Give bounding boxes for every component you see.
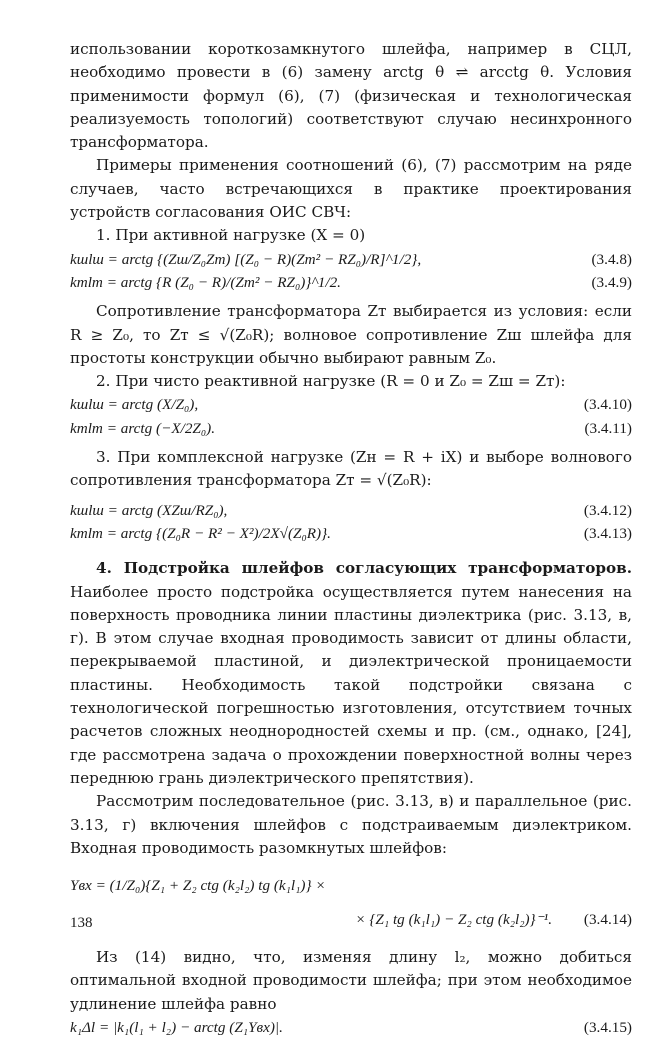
equation-3-4-11 bbox=[70, 417, 632, 440]
equation-formula: Yвх = (1/Z₀){Z₁ + Z₂ ctg (k₂l₂) tg (k₁l₁)} × bbox=[70, 877, 326, 895]
equation-formula: kтlт = arctg (−X/2Z₀). bbox=[70, 419, 216, 437]
equation-formula: kшlш = arctg (X/Z₀), bbox=[70, 396, 199, 414]
equation-formula: kшlш = arctg {(Zш/Z₀Zт) [(Z₀ − R)(Zт² − RZ₀)/R]^1/2}, bbox=[70, 250, 422, 268]
equation-3-4-9 bbox=[70, 271, 632, 294]
equation-number: (3.4.9) bbox=[591, 273, 632, 291]
section-4-body: Наиболее просто подстройка осуществляется путем нанесения на поверхность проводника линии пластины диэлектрика (рис. 3.13, в, г). В этом случае входная проводимость зависит от длины области, перекрываемой пластиной, и диэлектрической проницаемости пластины. Необходимость такой подстройки связана с технологической погрешностью изготовления, отсутствием точных расчетов сложных неоднородностей схемы и пр. (см., однако, [24], где рассмотрена задача о прохождении поверхностной волны через переднюю грань диэлектрического препятствия). bbox=[70, 582, 632, 787]
equation-formula: k₁Δl = |k₁(l₁ + l₂) − arctg (Z₁Yвх)|. bbox=[70, 1018, 283, 1036]
equation-number: (3.4.11) bbox=[584, 419, 632, 437]
equation-number: (3.4.15) bbox=[583, 1018, 632, 1036]
section-4-title: 4. Подстройка шлейфов согласующих трансформаторов. bbox=[96, 559, 632, 578]
equation-number: (3.4.14) bbox=[583, 911, 632, 929]
equation-3-4-14-line-1 bbox=[70, 872, 632, 900]
page-body bbox=[70, 38, 632, 1039]
equation-formula: kтlт = arctg {(Z₀R − R² − X²)/2X√(Z₀R)}. bbox=[70, 524, 331, 542]
equation-formula: kтlт = arctg {R (Z₀ − R)/(Zт² − RZ₀)}^1/2. bbox=[70, 273, 341, 291]
equation-3-4-8 bbox=[70, 248, 632, 271]
section-4-paragraph bbox=[70, 557, 632, 790]
equation-3-4-10 bbox=[70, 393, 632, 416]
paragraph-examples-intro: Примеры применения соотношений (6), (7) рассмотрим на ряде случаев, часто встречающихся в практике проектирования устройств согласования ОИС СВЧ: bbox=[70, 156, 632, 222]
page-number: 138 bbox=[70, 915, 93, 931]
equation-formula: kшlш = arctg (XZш/RZ₀), bbox=[70, 501, 228, 519]
paragraph-continuation: использовании короткозамкнутого шлейфа, например в СЦЛ, необходимо провести в (6) замену arctg θ ⇌ arcctg θ. Условия применимости формул (6), (7) (физическая и технологическая реализуемость топологий) соответствуют случаю несинхронного трансформатора. bbox=[70, 40, 632, 152]
paragraph-length-tuning: Из (14) видно, что, изменяя длину l₂, можно добиться оптимальной входной проводимости шлейфа; при этом необходимое удлинение шлейфа равно bbox=[70, 948, 632, 1013]
equation-number: (3.4.10) bbox=[583, 396, 632, 414]
equation-number: (3.4.13) bbox=[583, 524, 632, 542]
equation-number: (3.4.12) bbox=[583, 501, 632, 519]
equation-number: (3.4.8) bbox=[591, 250, 632, 268]
equation-3-4-15 bbox=[70, 1016, 632, 1039]
paragraph-stub-connections: Рассмотрим последовательное (рис. 3.13, в) и параллельное (рис. 3.13, г) включения шлейфов с подстраиваемым диэлектриком. Входная проводимость разомкнутых шлейфов: bbox=[70, 792, 632, 857]
equation-formula: × {Z₁ tg (k₁l₁) − Z₂ ctg (k₂l₂)}⁻¹. bbox=[355, 911, 552, 929]
equation-3-4-14-line-2 bbox=[70, 906, 632, 934]
case-2-heading: 2. При чисто реактивной нагрузке (R = 0 и Z₀ = Zш = Zт): bbox=[96, 372, 566, 391]
paragraph-transformer-resistance: Сопротивление трансформатора Zт выбирается из условия: если R ≥ Z₀, то Zт ≤ √(Z₀R); волновое сопротивление Zш шлейфа для простоты конструкции обычно выбирают равным Z₀. bbox=[70, 302, 632, 367]
equation-3-4-12 bbox=[70, 499, 632, 522]
case-1-heading: 1. При активной нагрузке (X = 0) bbox=[96, 226, 366, 245]
equation-3-4-13 bbox=[70, 522, 632, 545]
case-3-heading: 3. При комплексной нагрузке (Zн = R + iX) и выборе волнового сопротивления трансформатора Zт = √(Z₀R): bbox=[70, 448, 632, 490]
